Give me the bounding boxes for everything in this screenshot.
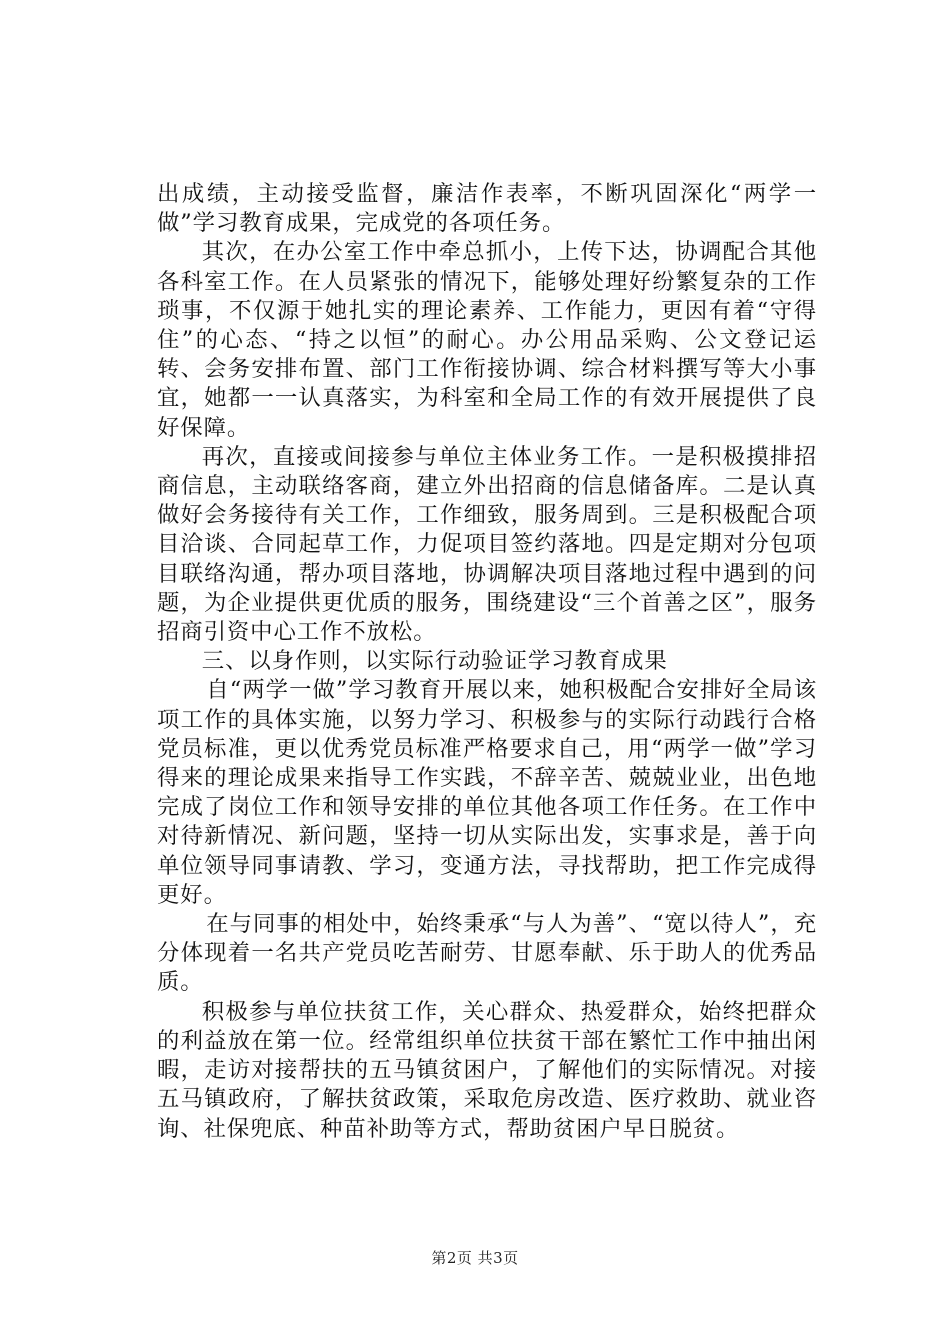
document-body [157,180,817,1144]
paragraph-poverty-alleviation: 积极参与单位扶贫工作，关心群众、热爱群众，始终把群众的利益放在第一位。经常组织单位扶贫干部在繁忙工作中抽出闲暇，走访对接帮扶的五马镇贫困户，了解他们的实际情况。对接五马镇政府，了解扶贫政策，采取危房改造、医疗救助、就业咨询、社保兜底、种苗补助等方式，帮助贫困户早日脱贫。 [157,998,817,1142]
paragraph-colleagues: 在与同事的相处中，始终秉承“与人为善”、“宽以待人”，充分体现着一名共产党员吃苦耐劳、甘愿奉献、乐于助人的优秀品质。 [157,911,817,996]
paragraph-business-work: 再次，直接或间接参与单位主体业务工作。一是积极摸排招商信息，主动联络客商，建立外出招商的信息储备库。二是认真做好会务接待有关工作，工作细致，服务周到。三是积极配合项目洽谈、合同起草工作，力促项目签约落地。四是定期对分包项目联络沟通，帮办项目落地，协调解决项目落地过程中遇到的问题，为企业提供更优质的服务，围绕建设“三个首善之区”，服务招商引资中心工作不放松。 [157,443,817,646]
paragraph-office-work: 其次，在办公室工作中牵总抓小，上传下达，协调配合其他各科室工作。在人员紧张的情况下，能够处理好纷繁复杂的工作琐事，不仅源于她扎实的理论素养、工作能力，更因有着“守得住”的心态、“持之以恒”的耐心。办公用品采购、公文登记运转、会务安排布置、部门工作衔接协调、综合材料撰写等大小事宜，她都一一认真落实，为科室和全局工作的有效开展提供了良好保障。 [157,239,817,441]
paragraph-study-education: 自“两学一做”学习教育开展以来，她积极配合安排好全局该项工作的具体实施，以努力学习、积极参与的实际行动践行合格党员标准，更以优秀党员标准严格要求自己，用“两学一做”学习得来的理论成果来指导工作实践，不辞辛苦、兢兢业业，出色地完成了岗位工作和领导安排的单位其他各项工作任务。在工作中对待新情况、新问题，坚持一切从实际出发，实事求是，善于向单位领导同事请教、学习，变通方法，寻找帮助，把工作完成得更好。 [157,677,817,908]
paragraph-continuation: 出成绩，主动接受监督，廉洁作表率，不断巩固深化“两学一做”学习教育成果，完成党的各项任务。 [157,181,817,237]
section-heading-three: 三、以身作则，以实际行动验证学习教育成果 [201,648,668,675]
page-footer: 第2页 共3页 [431,1249,519,1267]
